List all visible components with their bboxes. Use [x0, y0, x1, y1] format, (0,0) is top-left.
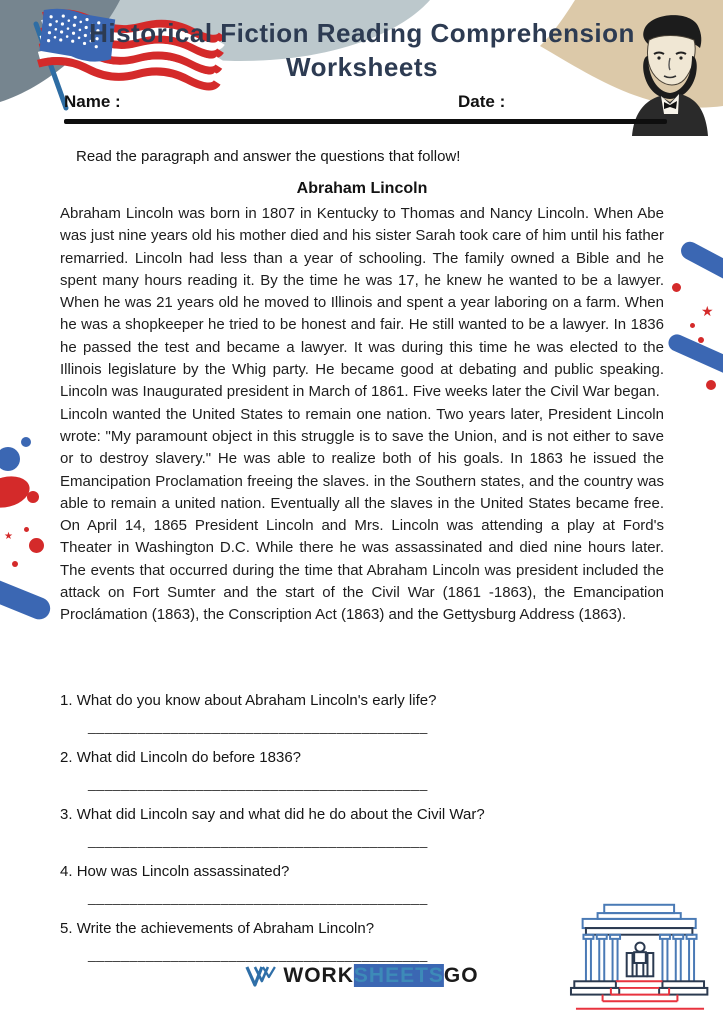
lincoln-memorial-icon: [561, 896, 719, 1020]
star-decor-icon: ★: [701, 303, 714, 319]
decor-dot-red: [706, 380, 716, 390]
page-title-line2: Worksheets: [286, 52, 438, 82]
star-decor-icon: ★: [4, 531, 13, 542]
name-label: Name :: [64, 92, 121, 111]
decor-brush-stroke-blue: [678, 239, 723, 288]
question-3-number: 3.: [60, 806, 73, 823]
question-3: [60, 806, 664, 848]
decor-brush-stroke-blue: [666, 332, 723, 378]
question-1-number: 1.: [60, 692, 73, 709]
question-4-text: How was Lincoln assassinated?: [76, 863, 290, 880]
question-3-text: What did Lincoln say and what did he do about the Civil War?: [76, 806, 485, 823]
question-4-number: 4.: [60, 863, 73, 880]
decor-brush-stroke-blue: [0, 575, 53, 622]
answer-line-5: _________________________________________: [88, 946, 428, 962]
decor-dot-blue-small: [21, 437, 31, 447]
decor-dot-red: [29, 538, 44, 553]
worksheetsgo-logo: [244, 964, 478, 988]
page-title: [82, 16, 642, 84]
passage-paragraph-2: Lincoln wanted the United States to remain one nation. Two years later, President Lincoln wrote: "My paramount object in this struggle is to save the Union, and is not either to save or to destroy slavery." He was able to realize both of his goals. In 1863 he issued the Emancipation Proclamation freeing the slaves. in the Southern states, and the country was able to remain a united nation. Eventually all the slaves in the United States became free. On April 14, 1865 President Lincoln and Mrs. Lincoln was attending a play at Ford's Theater in Washington D.C. While there he was assassinated and died nine hours later. The events that occurred during the time that Abraham Lincoln was president included the attack on Fort Sumter and the start of the Civil War (1861 -1863), the Emancipation Proclámation (1863), the Conscription Act (1863) and the Gettysburg Address (1863).: [60, 405, 664, 624]
question-2-number: 2.: [60, 749, 73, 766]
question-2: [60, 749, 664, 791]
decor-dot-red-tiny: [24, 527, 29, 532]
passage-title: Abraham Lincoln: [296, 180, 428, 197]
question-2-text: What did Lincoln do before 1836?: [76, 749, 302, 766]
instruction-text: Read the paragraph and answer the questions that follow!: [76, 148, 461, 165]
page-title-line1: Historical Fiction Reading Comprehension: [89, 18, 635, 48]
answer-line-4: _________________________________________: [88, 889, 428, 905]
decor-dot-red-tiny: [698, 337, 704, 343]
decor-dot-red: [672, 283, 681, 292]
question-1: [60, 692, 664, 734]
date-label: Date :: [458, 92, 506, 111]
decor-dot-red-tiny: [690, 323, 695, 328]
answer-line-2: _________________________________________: [88, 775, 428, 791]
answer-line-1: _________________________________________: [88, 718, 428, 734]
header-divider-line: [64, 119, 667, 124]
question-1-text: What do you know about Abraham Lincoln's early life?: [76, 692, 437, 709]
answer-line-3: _________________________________________: [88, 832, 428, 848]
worksheetsgo-w-icon: [244, 964, 276, 988]
question-5-number: 5.: [60, 920, 73, 937]
decor-dot-red-tiny: [12, 561, 18, 567]
worksheetsgo-wordmark: WORKSHEETSGO: [283, 964, 479, 987]
question-5-text: Write the achievements of Abraham Lincoln?: [76, 920, 375, 937]
decor-dot-red: [27, 491, 39, 503]
decor-dot-blue-large: [0, 447, 20, 471]
passage-body: [60, 203, 664, 627]
passage-paragraph-1: Abraham Lincoln was born in 1807 in Kentucky to Thomas and Nancy Lincoln. When Abe was just nine years old his mother died and his sister Sarah took care of him until his father remarried. Lincoln had less than a year of schooling. The family owned a Bible and he spent many hours reading it. By the time he was 17, he knew he wanted to be a lawyer. When he was 21 years old he moved to Illinois and spent a year laboring on a farm. When he was a shopkeeper he tried to be honest and fair. He still wanted to be a lawyer. In 1836 he passed the test and became a lawyer. It was during this time he was elected to the Illinois legislature by the Whig party. He became good at debating and public speaking. Lincoln was Inaugurated president in March of 1861. Five weeks later the Civil War began.: [60, 205, 664, 401]
